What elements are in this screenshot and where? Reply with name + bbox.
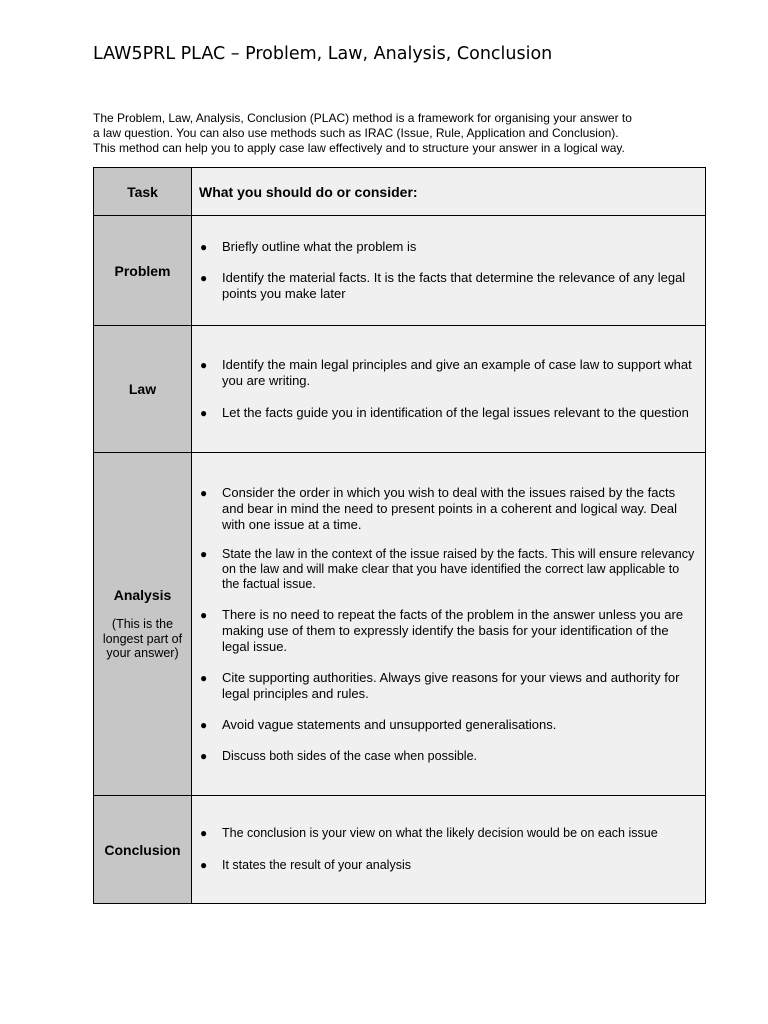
bullet-icon: ● [200, 670, 208, 685]
list-item [192, 547, 697, 592]
intro-line: This method can help you to apply case law effectively and to structure your answer in a logical way. [93, 141, 625, 155]
list-item-text: Cite supporting authorities. Always give reasons for your views and authority for legal principles and rules. [222, 669, 680, 701]
intro-line: The Problem, Law, Analysis, Conclusion (PLAC) method is a framework for organising your answer to [93, 111, 632, 125]
list-item [192, 748, 697, 764]
list-item [192, 239, 697, 255]
content-cell-law [192, 326, 706, 453]
task-header: Task [94, 168, 192, 216]
bullet-icon: ● [200, 717, 208, 732]
bullet-list [192, 485, 705, 764]
table-header-row [94, 168, 706, 216]
list-item-text: State the law in the context of the issue raised by the facts. This will ensure relevancy on the law and will make clear that you have identified the correct law applicable to the factual issue. [222, 546, 695, 591]
list-item-text: Briefly outline what the problem is [222, 239, 417, 254]
list-item-text: Let the facts guide you in identification of the legal issues relevant to the question [222, 405, 689, 420]
task-cell-problem [94, 216, 192, 326]
content-cell-conclusion [192, 796, 706, 904]
list-item [192, 858, 697, 873]
bullet-list [192, 826, 705, 873]
bullet-icon: ● [200, 240, 208, 254]
task-cell-law [94, 326, 192, 453]
list-item-text: Discuss both sides of the case when possible. [222, 748, 477, 763]
content-cell-problem [192, 216, 706, 326]
list-item-text: There is no need to repeat the facts of the problem in the answer unless you are making use of them to expressly identify the basis for your identification of the legal issue. [222, 606, 684, 654]
task-label: Conclusion [104, 841, 181, 858]
list-item [192, 607, 697, 655]
list-item-text: The conclusion is your view on what the likely decision would be on each issue [222, 826, 658, 840]
bullet-list [192, 239, 705, 302]
table-row-law [94, 326, 706, 453]
bullet-icon: ● [200, 826, 208, 840]
table-row-problem [94, 216, 706, 326]
list-item-text: Consider the order in which you wish to deal with the issues raised by the facts and bear in mind the need to present points in a coherent and logical way. Deal with one issue at a time. [222, 484, 678, 532]
bullet-icon: ● [200, 546, 208, 561]
bullet-icon: ● [200, 271, 208, 285]
bullet-icon: ● [200, 485, 208, 500]
bullet-icon: ● [200, 607, 208, 622]
plac-table [93, 167, 706, 904]
list-item [192, 405, 697, 421]
intro-line: a law question. You can also use methods such as IRAC (Issue, Rule, Application and Conclusion). [93, 126, 619, 140]
list-item-text: Identify the material facts. It is the facts that determine the relevance of any legal points you make later [222, 270, 686, 301]
table-row-conclusion [94, 796, 706, 904]
task-label: Problem [114, 262, 171, 279]
list-item-text: Avoid vague statements and unsupported generalisations. [222, 716, 557, 732]
task-cell-analysis [94, 453, 192, 796]
list-item [192, 670, 697, 702]
content-cell-analysis [192, 453, 706, 796]
bullet-list [192, 357, 705, 421]
bullet-icon: ● [200, 858, 208, 872]
list-item [192, 485, 697, 533]
intro-paragraph [93, 111, 713, 156]
bullet-icon: ● [200, 748, 208, 763]
list-item [192, 717, 697, 733]
list-item-text: Identify the main legal principles and give an example of case law to support what you are writing. [222, 357, 692, 388]
list-item [192, 357, 697, 389]
bullet-icon: ● [200, 358, 208, 372]
table-row-analysis [94, 453, 706, 796]
list-item [192, 826, 697, 841]
task-note: (This is the longest part of your answer) [102, 617, 183, 661]
list-item-text: It states the result of your analysis [222, 858, 411, 872]
page-title: LAW5PRL PLAC – Problem, Law, Analysis, Conclusion [93, 44, 553, 64]
bullet-icon: ● [200, 406, 208, 420]
content-header: What you should do or consider: [192, 168, 706, 216]
list-item [192, 270, 697, 302]
task-label: Law [128, 381, 157, 397]
task-label: Analysis [113, 587, 172, 604]
task-cell-conclusion [94, 796, 192, 904]
